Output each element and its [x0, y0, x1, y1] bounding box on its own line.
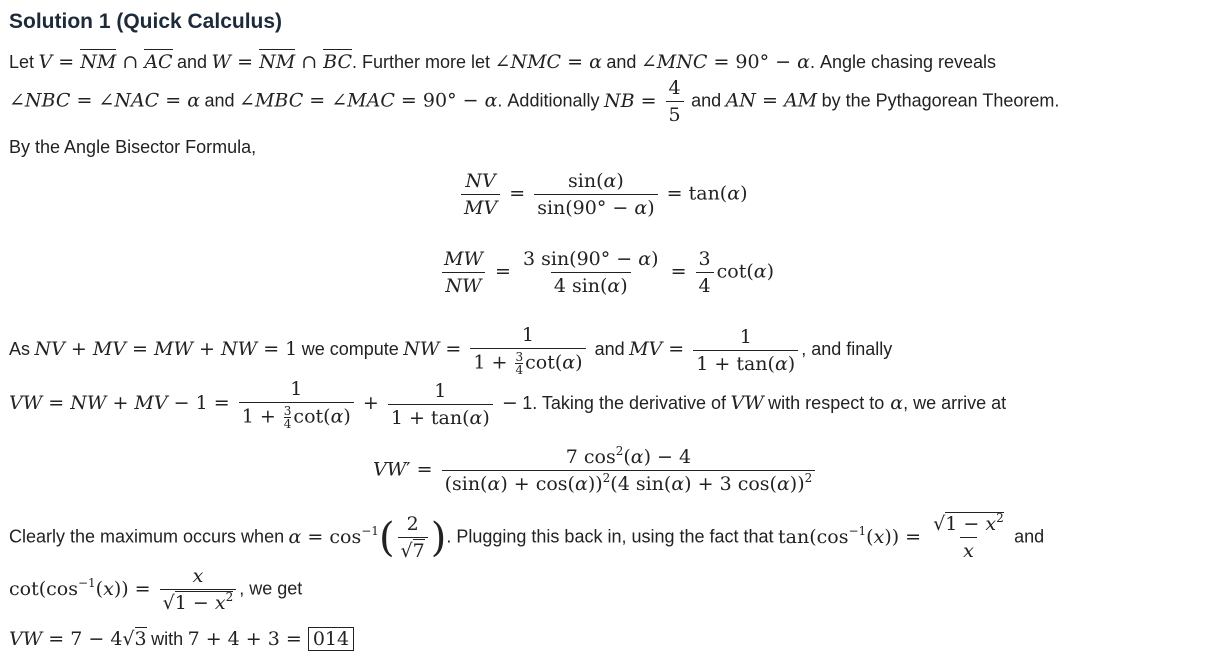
text-with: with	[151, 629, 184, 649]
math-nw: NW = 1 1 + $\frac{3}{4}$ cot(α)	[403, 338, 594, 360]
text-and-mv: and	[594, 339, 625, 359]
math-v-def: V = NM ∩ AC	[38, 51, 173, 73]
math-sum: NV + MV = MW + NW = 1	[34, 338, 298, 360]
math-angle-mnc: ∠MNC = 90° − α	[640, 51, 810, 73]
math-an-am: AN = AM	[725, 89, 818, 112]
math-w-def: W = NM ∩ BC	[211, 51, 353, 73]
text-bisector: By the Angle Bisector Formula,	[9, 137, 257, 157]
text-with-respect: with respect to	[768, 393, 885, 413]
paragraph-line-1	[9, 51, 996, 73]
math-angle-nmc: ∠NMC = α	[494, 51, 602, 73]
math-vw-inline: VW	[730, 392, 764, 414]
text-and-3: and	[204, 90, 235, 111]
math-cot-identity: $\cot(\cos^{-1}(x))$ = $\frac{x}{√1 - x^2}$	[9, 578, 239, 600]
math-angle-mbc: ∠MBC = ∠MAC = 90° − α	[239, 89, 498, 112]
math-tan-identity: $\tan(\cos^{-1}(x))$ = $\frac{√1 - x^2}{x}$	[778, 511, 1004, 562]
text-as: As	[9, 339, 31, 359]
text-arrive: , we arrive at	[903, 393, 1007, 413]
text-we-compute: we compute	[301, 339, 399, 359]
paragraph-line-vw	[9, 378, 1006, 430]
text-plugging: . Plugging this back in, using the fact that	[446, 526, 774, 547]
math-sum-result: 7 + 4 + 3 = 014	[188, 627, 355, 651]
text-taking: 1. Taking the derivative of	[522, 393, 727, 413]
math-alpha-value: $\alpha = \cos^{-1}$( $\frac{2}{√7}$ )	[288, 513, 447, 562]
paragraph-line-clearly	[9, 513, 1044, 562]
paragraph-line-as	[9, 324, 892, 376]
text-and-end: and	[1014, 526, 1045, 547]
math-alpha: α	[884, 392, 904, 414]
equation-derivative: VW′ = $\frac{7 \cos^2(\alpha) - 4}{(\sin(\alpha) + \cos(\alpha))^2(4 \sin(\alpha) + 3 \cos(\alpha))^2}$	[373, 446, 818, 495]
text-clearly: Clearly the maximum occurs when	[9, 526, 285, 547]
text-and-2: and	[606, 52, 637, 72]
paragraph-line-final	[9, 628, 354, 650]
solution-heading: Solution 1 (Quick Calculus)	[9, 10, 283, 33]
text-further: . Further more let	[352, 52, 491, 72]
math-vw-result: VW = 7 − 4√3	[9, 628, 147, 650]
math-angle-nbc: ∠NBC = ∠NAC = α	[9, 89, 201, 112]
math-mv: MV = $\frac{1}{1 + \tan(\alpha)}$	[629, 338, 801, 360]
paragraph-line-2	[9, 77, 1059, 126]
equation-mw-nw: $\frac{MW}{NW}$ = $\frac{3 \sin(90^\circ - \alpha)}{4 \sin(\alpha)}$ = $\frac{3}{4}$ cot(α)	[444, 248, 775, 297]
math-vw: VW = NW + MV − 1 = 1 1 + $\frac{3}{4}$ cot(α) + $\frac{1}{1 + \tan(\alpha)}$ −	[9, 378, 518, 431]
text-pythag: by the Pythagorean Theorem.	[821, 90, 1060, 111]
text-additionally: . Additionally	[497, 90, 600, 111]
paragraph-line-cot	[9, 565, 302, 614]
text-we-get: , we get	[239, 578, 303, 599]
math-nb: NB = $\frac{4}{5}$	[604, 90, 687, 112]
answer-box: 014	[308, 627, 354, 651]
text-and: and	[177, 52, 208, 72]
text-and-finally: , and finally	[801, 339, 893, 359]
equation-nv-mv: $\frac{NV}{MV}$ = $\frac{\sin(\alpha)}{\sin(90^\circ - \alpha)}$ = tan(α)	[458, 170, 748, 219]
text-let: Let	[9, 52, 35, 72]
text-reveals: . Angle chasing reveals	[809, 52, 997, 72]
text-and-4: and	[691, 90, 722, 111]
